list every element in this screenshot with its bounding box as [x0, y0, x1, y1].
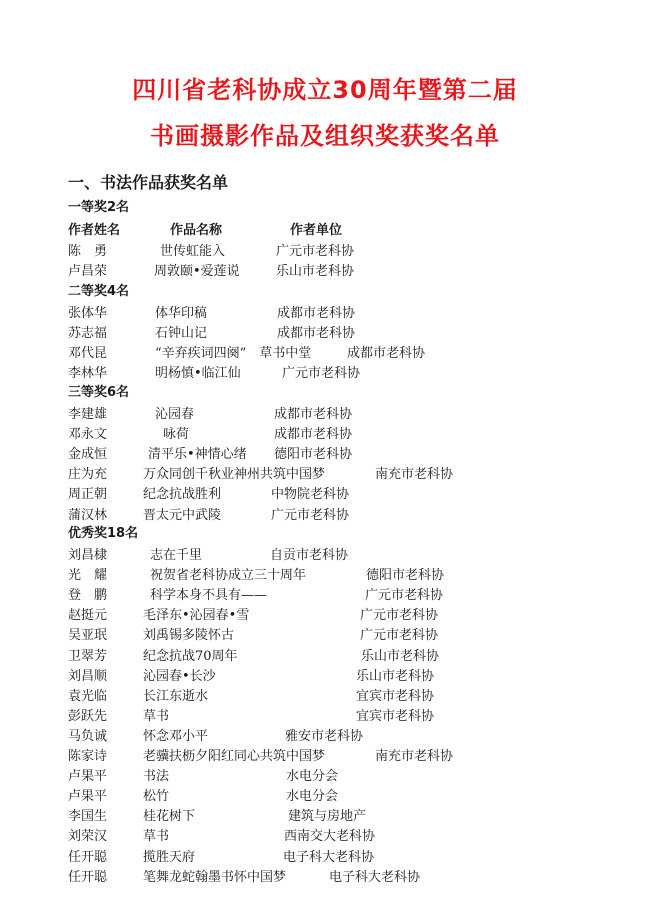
work-title: 纪念抗战70周年	[143, 648, 238, 664]
author-unit: 雅安市老科协	[285, 728, 364, 744]
author-unit: 成都市老科协	[277, 326, 356, 342]
work-title: 咏荷	[163, 427, 190, 443]
author-unit: 广元市老科协	[271, 507, 350, 523]
work-title: “辛弃疾词四阕” 草书中堂	[155, 346, 312, 362]
work-title: 草书	[143, 708, 170, 724]
author-name: 金成恒	[68, 447, 108, 463]
author-unit: 成都市老科协	[347, 346, 426, 362]
work-title: 体华印稿	[155, 306, 208, 321]
document-title-line-2: 书画摄影作品及组织奖获奖名单	[150, 122, 500, 150]
award-tier-heading: 三等奖6名	[68, 385, 130, 400]
author-name: 任开聪	[68, 869, 108, 885]
author-unit: 成都市老科协	[274, 427, 353, 443]
author-unit: 乐山市老科协	[356, 668, 435, 684]
author-name: 卢昌荣	[68, 264, 108, 280]
author-unit: 中物院老科协	[271, 487, 350, 503]
author-name: 任开聪	[68, 849, 108, 865]
author-unit: 广元市老科协	[360, 628, 439, 644]
author-name: 李国生	[68, 809, 108, 825]
work-title: 周敦颐•爱莲说	[154, 264, 240, 280]
author-name: 卢果平	[68, 789, 108, 805]
author-name: 马负诚	[68, 728, 108, 744]
work-title: 纪念抗战胜利	[143, 487, 222, 503]
author-unit: 广元市老科协	[276, 244, 355, 259]
author-name: 光 耀	[68, 568, 108, 584]
work-title: 草书	[143, 829, 170, 845]
work-title: 清平乐•神情心绪	[148, 447, 247, 463]
work-title: 石钟山记	[155, 326, 208, 342]
author-name: 袁光临	[68, 688, 108, 704]
work-title: 桂花树下	[143, 809, 196, 825]
author-unit: 乐山市老科协	[361, 648, 440, 664]
document-title-line-1: 四川省老科协成立30周年暨第二届	[132, 76, 518, 104]
author-name: 卫翠芳	[68, 648, 108, 664]
work-title: 长江东逝水	[143, 688, 209, 704]
work-title: 晋太元中武陵	[143, 507, 222, 523]
award-tier-heading: 一等奖2名	[68, 200, 130, 215]
work-title: 怀念邓小平	[143, 728, 209, 744]
author-unit: 宜宾市老科协	[356, 688, 435, 704]
author-name: 卢果平	[68, 769, 108, 785]
work-title: 沁园春	[155, 407, 195, 422]
author-unit: 南充市老科协	[375, 749, 454, 764]
section-heading: 一、书法作品获奖名单	[68, 173, 229, 192]
column-header-author: 作者姓名	[68, 223, 121, 238]
author-unit: 电子科大老科协	[283, 849, 375, 865]
author-unit: 德阳市老科协	[366, 568, 445, 584]
work-title: 志在千里	[150, 548, 203, 563]
work-title: 揽胜天府	[143, 849, 196, 865]
work-title: 老骥扶枥夕阳红同心共筑中国梦	[143, 749, 326, 764]
author-unit: 水电分会	[286, 769, 339, 785]
award-tier-heading: 优秀奖18名	[68, 526, 139, 541]
author-unit: 成都市老科协	[277, 306, 356, 321]
author-name: 赵挺元	[68, 608, 108, 624]
work-title: 祝贺省老科协成立三十周年	[150, 568, 307, 584]
author-unit: 宜宾市老科协	[356, 708, 435, 724]
author-name: 庄为充	[68, 467, 108, 483]
column-header-unit: 作者单位	[290, 223, 343, 238]
author-unit: 广元市老科协	[360, 608, 439, 624]
work-title: 明杨慎•临江仙	[155, 366, 241, 382]
work-title: 松竹	[143, 789, 170, 805]
author-unit: 乐山市老科协	[276, 264, 355, 280]
author-name: 吴亚珉	[68, 628, 108, 644]
work-title: 毛泽东•沁园春•雪	[143, 608, 250, 624]
author-unit: 建筑与房地产	[288, 809, 367, 825]
author-name: 陈家诗	[68, 749, 108, 764]
column-header-work: 作品名称	[170, 223, 223, 238]
author-unit: 广元市老科协	[365, 588, 444, 604]
work-title: 笔舞龙蛇翰墨书怀中国梦	[143, 869, 287, 885]
work-title: 万众同创千秋业神州共筑中国梦	[143, 467, 326, 483]
work-title: 刘禹锡多陵怀古	[143, 628, 235, 644]
author-name: 蒲汉林	[68, 507, 108, 523]
author-unit: 西南交大老科协	[284, 829, 376, 845]
author-name: 苏志福	[68, 326, 108, 342]
author-unit: 广元市老科协	[282, 366, 361, 382]
author-name: 彭跃先	[68, 708, 108, 724]
author-unit: 电子科大老科协	[329, 869, 421, 885]
author-unit: 成都市老科协	[274, 407, 353, 422]
author-unit: 南充市老科协	[375, 467, 454, 483]
author-name: 李林华	[68, 366, 108, 382]
award-tier-heading: 二等奖4名	[68, 284, 130, 299]
author-name: 刘昌棣	[68, 548, 108, 563]
work-title: 书法	[143, 769, 170, 785]
author-name: 周正朝	[68, 487, 108, 503]
work-title: 世传虹能入	[160, 244, 226, 259]
author-name: 邓代昆	[68, 346, 108, 362]
author-unit: 自贡市老科协	[270, 548, 349, 563]
author-name: 刘昌顺	[68, 668, 108, 684]
author-name: 登 鹏	[68, 588, 108, 604]
author-name: 张体华	[68, 306, 108, 321]
author-name: 邓永文	[68, 427, 108, 443]
author-unit: 水电分会	[286, 789, 339, 805]
author-name: 李建雄	[68, 407, 108, 422]
author-unit: 德阳市老科协	[274, 447, 353, 463]
author-name: 刘荣汉	[68, 829, 108, 845]
author-name: 陈 勇	[68, 244, 108, 259]
work-title: 沁园春•长沙	[143, 668, 216, 684]
work-title: 科学本身不具有——	[150, 588, 268, 604]
